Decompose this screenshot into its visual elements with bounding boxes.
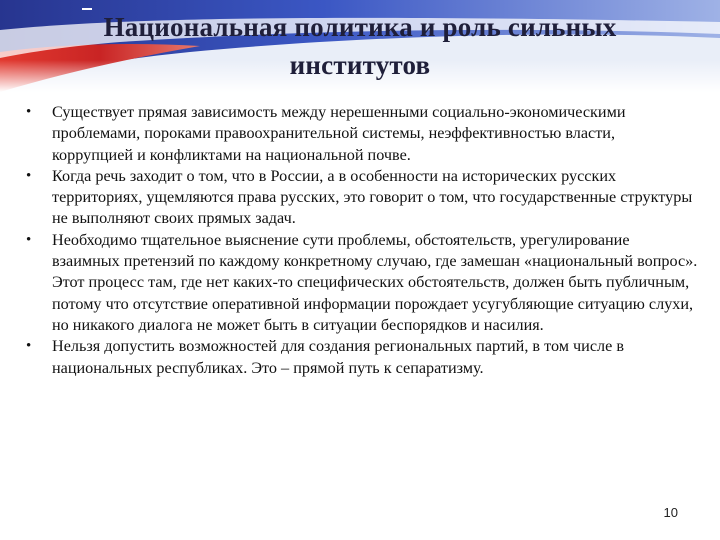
page-number: 10 (663, 505, 678, 520)
bullet-marker: • (26, 167, 32, 184)
list-item (22, 166, 700, 230)
bullet-marker: • (26, 104, 32, 120)
bullet-text: Когда речь заходит о том, что в России, а в особенности на исторических русских территориях, ущемляются права русских, это говорит о том, что государственные структуры не выполняют своих прямых задач. (52, 166, 693, 228)
list-item (22, 336, 700, 379)
bullet-text: Существует прямая зависимость между нерешенными социально-экономическими проблемами, пороками правоохранительной системы, неэффективностью власти, коррупцией и конфликтами на национальной почве. (52, 103, 626, 164)
slide-title: Национальная политика и роль сильных институтов (103, 12, 617, 80)
bullet-list (22, 102, 700, 379)
bullet-marker: • (26, 338, 32, 355)
list-item (22, 230, 700, 336)
list-item (22, 102, 700, 166)
bullet-marker: • (26, 231, 32, 248)
bullet-text: Нельзя допустить возможностей для создания региональных партий, в том числе в национальных республиках. Это – прямой путь к сепаратизму. (52, 337, 624, 377)
bullet-text: Необходимо тщательное выяснение сути проблемы, обстоятельств, урегулирование взаимных претензий по каждому конкретному случаю, где замешан «национальный вопрос». Этот процесс там, где нет каких-то специфических обстоятельств, должен быть публичным, потому что отсутствие оперативной информации порождает усугубляющие ситуацию слухи, но никакого диалога не может быть в ситуации беспорядков и насилия. (52, 230, 698, 334)
